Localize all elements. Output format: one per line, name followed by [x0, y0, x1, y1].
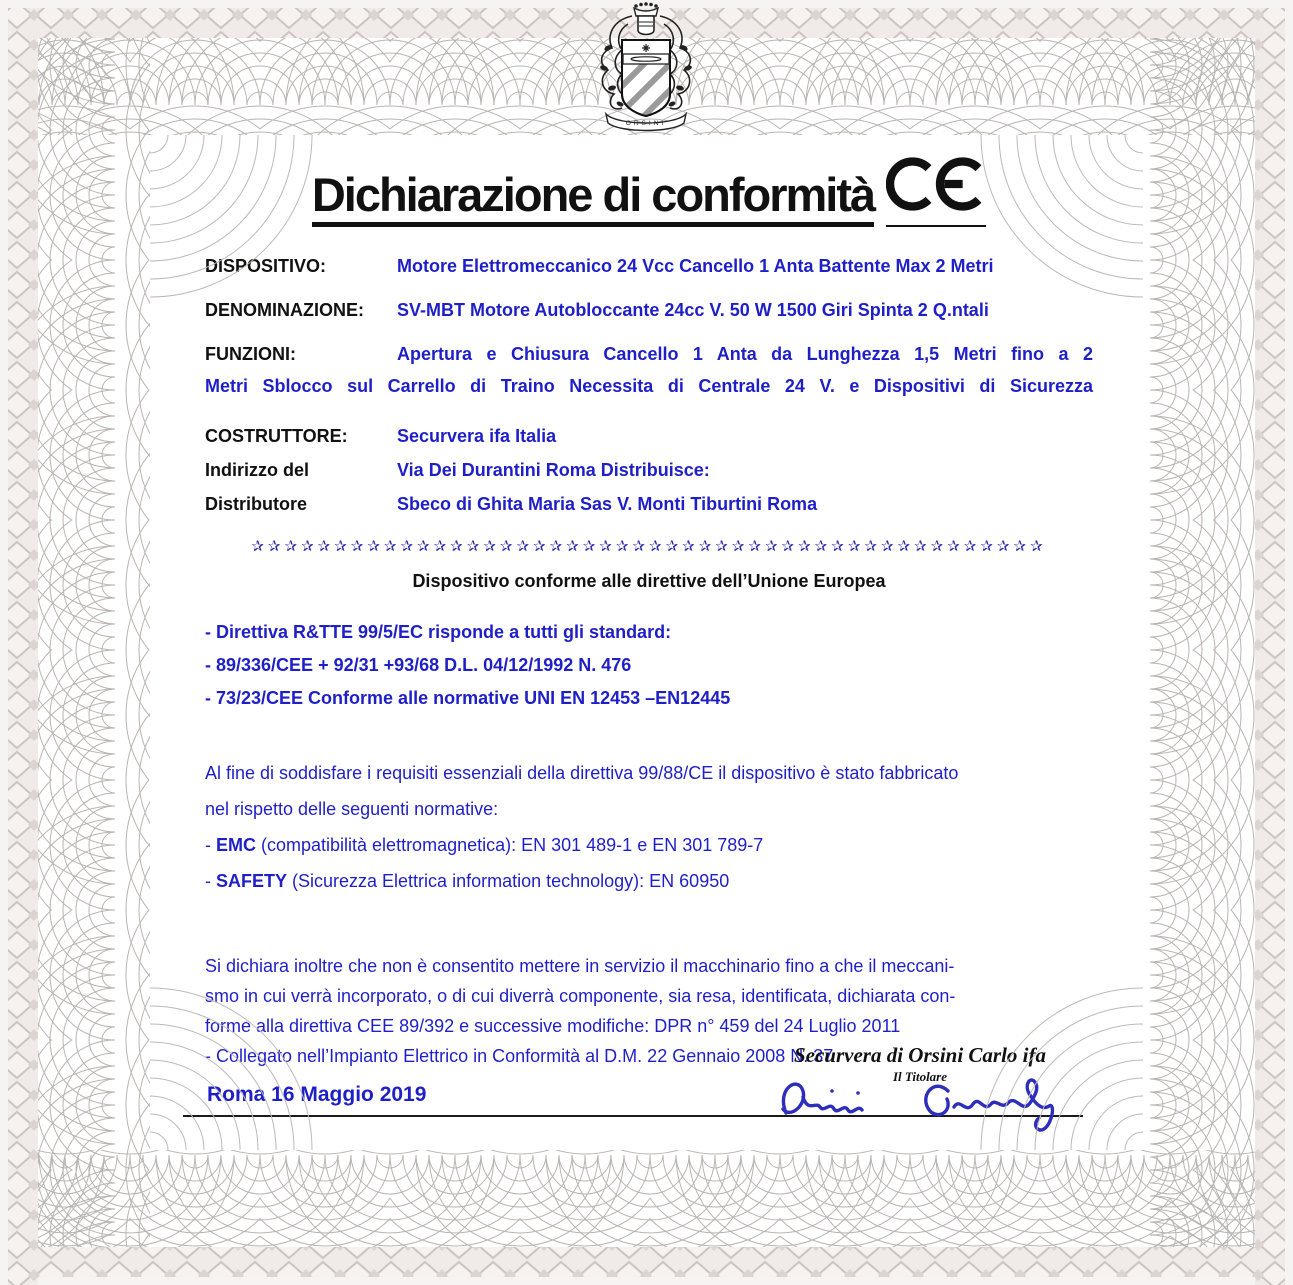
emc-label: EMC — [216, 834, 256, 855]
signature-company: Securvera di Orsini Carlo ifa — [793, 1043, 1047, 1067]
costruttore-label: COSTRUTTORE: — [205, 426, 348, 447]
signature-role: Il Titolare — [892, 1069, 948, 1084]
field-distributore — [205, 495, 1093, 515]
field-denominazione — [205, 301, 1093, 321]
declaration-line: smo in cui verrà incorporato, o di cui diverrà componente, sia resa, identificata, dichiarata con- — [205, 985, 956, 1006]
signature-block — [745, 1043, 1095, 1142]
manufacturer-section — [205, 427, 1093, 514]
page-title: Dichiarazione di conformità — [312, 170, 874, 227]
date-text: Roma 16 Maggio 2019 — [207, 1083, 427, 1106]
field-indirizzo — [205, 461, 1093, 481]
declaration-line: - Collegato nell’Impianto Elettrico in Conformità al D.M. 22 Gennaio 2008 N. 37 — [205, 1045, 834, 1066]
field-costruttore — [205, 427, 1093, 447]
orsini-crest — [578, 2, 714, 134]
distributore-label: Distributore — [205, 493, 308, 514]
requirements-intro-line1: Al fine di soddisfare i requisiti essenziali della direttiva 99/88/CE il dispositivo è stato fabbricato — [205, 762, 959, 783]
denominazione-label: DENOMINAZIONE: — [205, 299, 364, 320]
funzioni-label: FUNZIONI: — [205, 343, 296, 364]
stars-separator: ✰✰✰✰✰✰✰✰✰✰✰✰✰✰✰✰✰✰✰✰✰✰✰✰✰✰✰✰✰✰✰✰✰✰✰✰✰✰✰✰✰✰✰✰✰✰✰✰ — [251, 537, 1047, 555]
fields-section — [205, 257, 1093, 515]
field-funzioni — [205, 345, 1093, 398]
costruttore-value: Securvera ifa Italia — [397, 426, 557, 447]
directive-item: - 89/336/CEE + 92/31 +93/68 D.L. 04/12/1992 N. 476 — [205, 654, 632, 675]
dispositivo-label: DISPOSITIVO: — [205, 256, 327, 276]
funzioni-value-line1: Apertura e Chiusura Cancello 1 Anta da Lunghezza 1,5 Metri fino a 2 — [397, 343, 1093, 364]
indirizzo-value: Via Dei Durantini Roma Distribuisce: — [397, 460, 710, 481]
directive-item: - 73/23/CEE Conforme alle normative UNI EN 12453 –EN12445 — [205, 687, 731, 708]
handwritten-signature — [745, 1069, 1095, 1142]
title-row — [205, 157, 1093, 227]
ce-mark-icon — [886, 157, 986, 227]
requirements-paragraph — [205, 755, 1093, 899]
safety-line: - SAFETY (Sicurezza Elettrica information technology): EN 60950 — [205, 870, 730, 891]
directive-item: - Direttiva R&TTE 99/5/EC risponde a tutti gli standard: — [205, 621, 672, 642]
dispositivo-value: Motore Elettromeccanico 24 Vcc Cancello 1 Anta Battente Max 2 Metri — [397, 256, 994, 276]
declaration-line: forme alla direttiva CEE 89/392 e successive modifiche: DPR n° 459 del 24 Luglio 2011 — [205, 1015, 901, 1036]
crest-banner-text: ORSINI — [625, 120, 667, 127]
certificate-panel — [150, 135, 1143, 1150]
field-dispositivo — [205, 257, 1093, 277]
declaration-line: Si dichiara inoltre che non è consentito mettere in servizio il macchinario fino a che il meccani- — [205, 955, 955, 976]
indirizzo-label: Indirizzo del — [205, 460, 310, 481]
safety-label: SAFETY — [216, 870, 288, 891]
denominazione-value: SV-MBT Motore Autobloccante 24cc V. 50 W 1500 Giri Spinta 2 Q.ntali — [397, 299, 989, 320]
directives-list — [205, 616, 1093, 715]
requirements-intro-line2: nel rispetto delle seguenti normative: — [205, 798, 499, 819]
conformity-heading: Dispositivo conforme alle direttive dell’Unione Europea — [412, 570, 886, 591]
funzioni-value-line2: Metri Sblocco sul Carrello di Traino Necessita di Centrale 24 V. e Dispositivi di Sicurezza — [205, 376, 1093, 397]
emc-line: - EMC (compatibilità elettromagnetica): EN 301 489-1 e EN 301 789-7 — [205, 834, 764, 855]
distributore-value: Sbeco di Ghita Maria Sas V. Monti Tiburtini Roma — [397, 493, 818, 514]
